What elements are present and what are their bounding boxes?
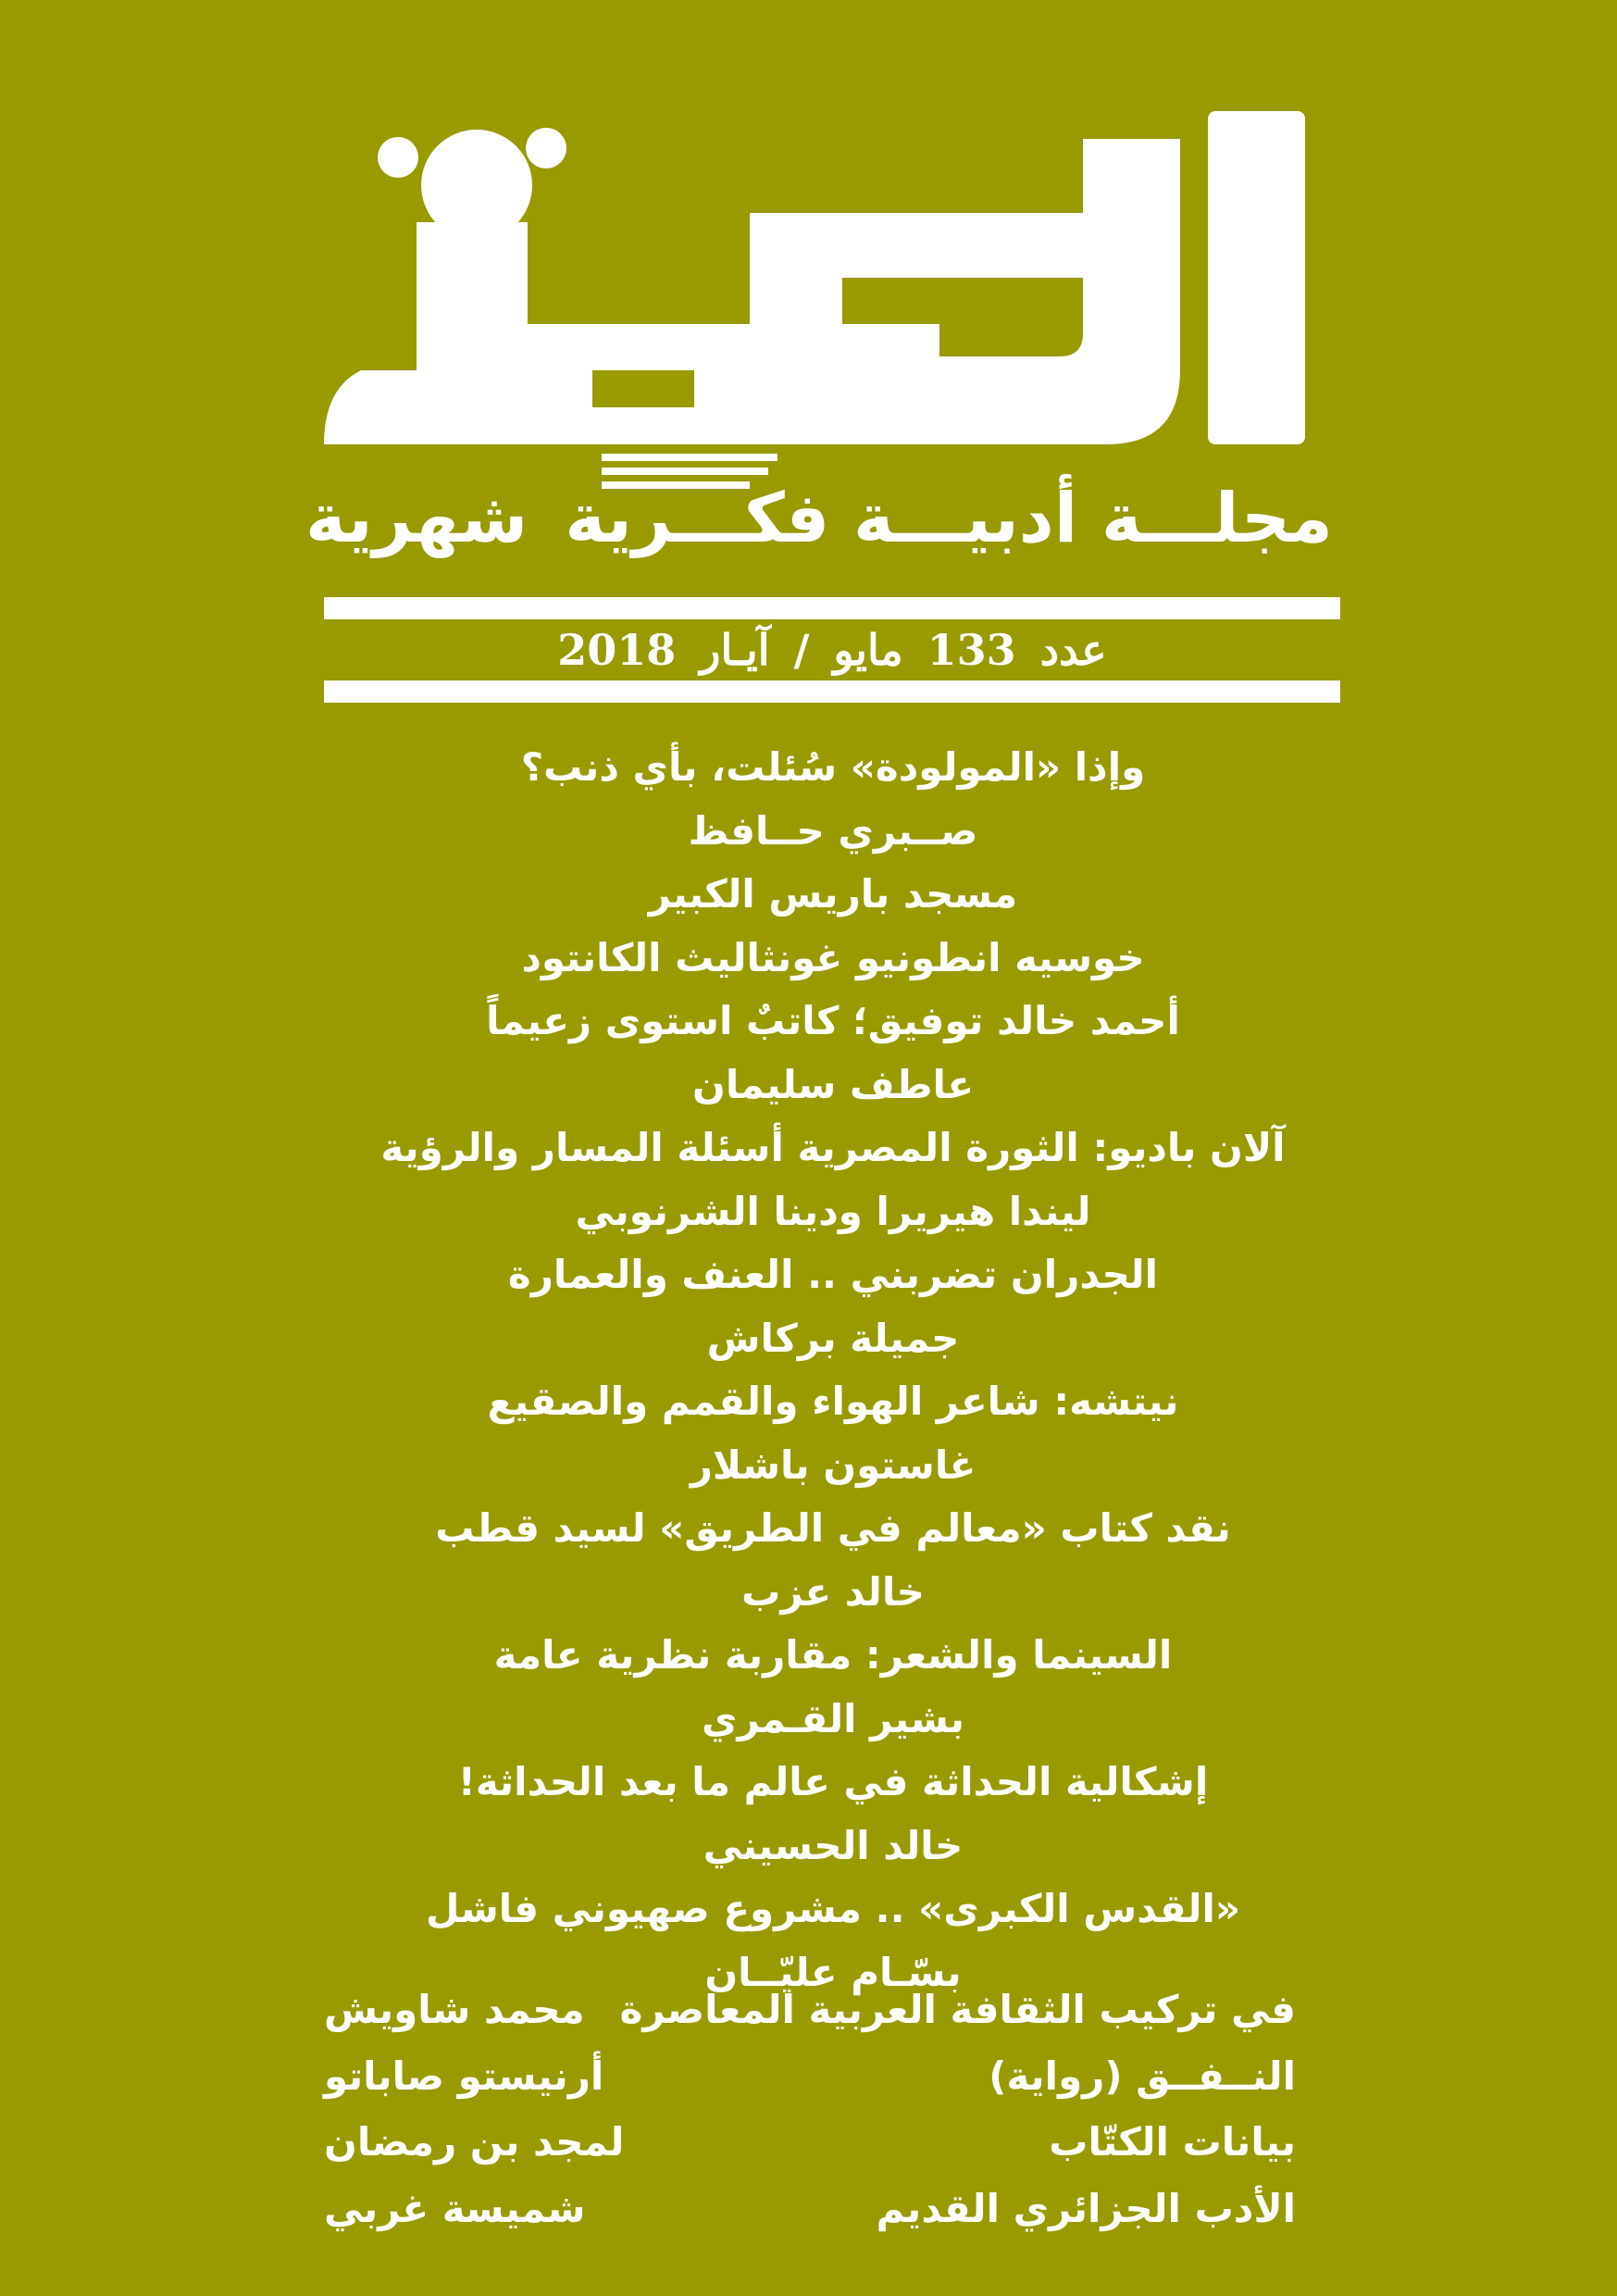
article-title: وإذا «المولودة» سُئلت، بأي ذنب؟ — [520, 744, 1146, 790]
article-author: بشير القـمري — [702, 1695, 964, 1741]
article-title: نقد كتاب «معالم في الطريق» لسيد قطب — [435, 1505, 1231, 1551]
list-item — [315, 1977, 1296, 2043]
issue-label: عدد — [1039, 625, 1107, 675]
article-title: إشكالية الحداثة في عالم ما بعد الحداثة! — [457, 1759, 1209, 1804]
article-title: السينما والشعر: مقاربة نظرية عامة — [493, 1632, 1173, 1678]
list-item — [278, 1497, 1388, 1624]
article-title: «القدس الكبرى» .. مشروع صهيوني فاشل — [425, 1886, 1241, 1931]
list-item — [278, 863, 1388, 990]
bottom-rule — [324, 680, 1340, 703]
masthead-subtitle — [296, 477, 1333, 560]
article-author: بسّـام عليّــان — [704, 1949, 962, 1995]
issue-info — [324, 618, 1340, 681]
list-item — [278, 1370, 1388, 1497]
list-item — [278, 1751, 1388, 1878]
masthead-logo — [324, 111, 1324, 518]
article-author: محمد شاويش — [324, 1987, 585, 2032]
article-author: خالد عزب — [741, 1568, 925, 1615]
monthly-label: شهرية — [305, 479, 529, 558]
top-rule — [324, 597, 1340, 619]
list-item — [315, 2109, 1296, 2176]
issue-separator: / — [793, 625, 810, 675]
article-author: صــبري حــافظ — [688, 807, 978, 854]
article-author: جميلة بركاش — [706, 1315, 960, 1361]
list-item — [315, 2176, 1296, 2242]
article-author: لمجد بن رمضان — [324, 2119, 625, 2165]
list-item — [278, 1243, 1388, 1370]
article-title: الأدب الجزائري القديم — [876, 2185, 1296, 2231]
subtitle-text: مجلـــة أدبيـــة فكـــرية — [565, 479, 1333, 558]
article-title: النــفــق (رواية) — [989, 2053, 1296, 2099]
contents-pairs — [315, 1977, 1296, 2241]
article-title: نيتشه: شاعر الهواء والقمم والصقيع — [487, 1379, 1179, 1424]
article-author: ليندا هيريرا ودينا الشرنوبي — [575, 1188, 1091, 1234]
article-author: عاطف سليمان — [691, 1061, 975, 1107]
article-author: شميسة غربي — [324, 2185, 586, 2231]
article-title: أحمد خالد توفيق؛ كاتبٌ استوى زعيماً — [486, 998, 1180, 1043]
article-title: الجدران تضربني .. العنف والعمارة — [507, 1252, 1159, 1297]
article-title: في تركيب الثقافة العربية المعاصرة — [619, 1987, 1296, 2032]
article-author: خالد الحسيني — [703, 1822, 964, 1868]
article-author: غاستون باشلار — [690, 1441, 976, 1488]
article-author: أرنيستو صاباتو — [324, 2053, 604, 2099]
issue-month-1: مايو — [833, 625, 903, 675]
logo-graphic — [324, 111, 1324, 518]
article-title: آلان باديو: الثورة المصرية أسئلة المسار والرؤية — [380, 1125, 1286, 1170]
article-author: خوسيه انطونيو غونثاليث الكانتود — [521, 934, 1145, 980]
list-item — [278, 1117, 1388, 1243]
contents-list — [278, 736, 1388, 2004]
list-item — [278, 990, 1388, 1117]
article-title: بيانات الكتّاب — [1049, 2119, 1296, 2165]
issue-number: 133 — [927, 625, 1016, 675]
list-item — [315, 2043, 1296, 2110]
issue-year: 2018 — [557, 625, 677, 675]
list-item — [278, 736, 1388, 863]
list-item — [278, 1624, 1388, 1751]
issue-month-2: آيـار — [700, 625, 770, 675]
article-title: مسجد باريس الكبير — [648, 871, 1018, 917]
